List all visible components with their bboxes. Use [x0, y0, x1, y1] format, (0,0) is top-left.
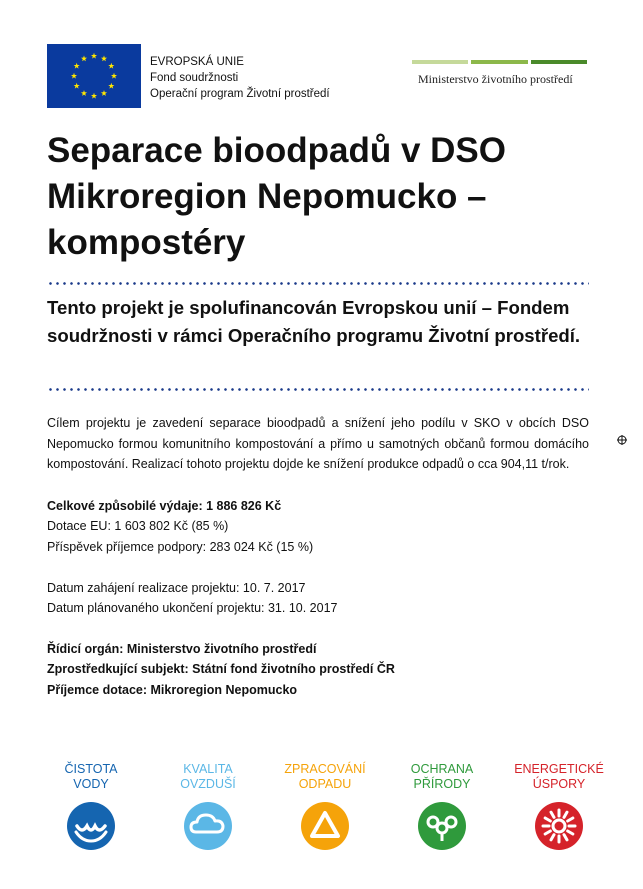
recipient-contribution: Příspěvek příjemce podpory: 283 024 Kč (15 %) [47, 539, 314, 554]
eu-text [150, 54, 330, 102]
sun-ray [551, 812, 554, 817]
nature-icon [418, 802, 466, 850]
sun-ray [545, 831, 550, 834]
eu-star-icon [101, 55, 107, 61]
page-title: Separace bioodpadů v DSO Mikroregion Nepomucko – kompostéry [47, 131, 506, 262]
total-costs: Celkové způsobilé výdaje: 1 886 826 Kč [47, 498, 282, 513]
sun-icon [535, 802, 583, 850]
icon-label [411, 762, 474, 794]
icon-label-line: ČISTOTA [64, 762, 118, 776]
icon-item-air [162, 762, 254, 850]
eu-star-icon [91, 93, 97, 99]
icon-label-line: ENERGETICKÉ [514, 762, 604, 776]
icon-label-line: OCHRANA [410, 762, 474, 776]
registration-mark-icon [617, 435, 627, 445]
eu-flag-icon [47, 44, 141, 108]
icon-label-line: OVZDUŠÍ [180, 777, 236, 791]
eu-star-icon [81, 55, 87, 61]
cloud-icon [184, 802, 232, 850]
icon-label-line: VODY [73, 777, 109, 791]
header [47, 44, 587, 108]
costs-block [47, 496, 589, 558]
icon-label-line: PŘÍRODY [413, 777, 471, 791]
eu-line: Fond soudržnosti [150, 72, 239, 84]
icon-label [64, 762, 117, 794]
end-date: Datum plánovaného ukončení projektu: 31. 10. 2017 [47, 601, 338, 616]
sun-ray [564, 812, 567, 817]
icon-label [514, 762, 604, 794]
start-date: Datum zahájení realizace projektu: 10. 7. 2017 [47, 580, 306, 595]
water-icon [67, 802, 115, 850]
eu-star-icon [108, 63, 114, 69]
icon-label-line: ÚSPORY [532, 777, 586, 791]
icon-label-line: ZPRACOVÁNÍ [284, 762, 366, 776]
ministry-bar [471, 60, 527, 64]
dotted-divider [47, 388, 589, 391]
program-icons [45, 762, 605, 850]
sun-ray [551, 835, 554, 840]
icon-label [284, 762, 365, 794]
eu-star-icon [81, 90, 87, 96]
eu-star-icon [74, 83, 80, 89]
eu-star-icon [74, 63, 80, 69]
icon-item-waste [279, 762, 371, 850]
sun-ray [564, 835, 567, 840]
ministry-bar [531, 60, 587, 64]
eu-grant: Dotace EU: 1 603 802 Kč (85 %) [47, 519, 229, 534]
ministry-bars [412, 60, 587, 64]
managing-body: Řídicí orgán: Ministerstvo životního prostředí [47, 641, 317, 656]
icon-item-energy [513, 762, 605, 850]
subtitle: Tento projekt je spolufinancován Evropskou unií – Fondem soudržnosti v rámci Operačního programu Životní prostředí. [47, 297, 581, 346]
ministry-logo [412, 60, 587, 87]
sun-ray [568, 831, 573, 834]
dotted-divider [47, 282, 589, 285]
eu-star-icon [111, 73, 117, 79]
intermediary-body: Zprostředkující subjekt: Státní fond životního prostředí ČR [47, 662, 395, 677]
ministry-name: Ministerstvo životního prostředí [418, 72, 573, 86]
icon-item-nature [396, 762, 488, 850]
dates-block [47, 578, 589, 619]
icon-label-line: KVALITA [183, 762, 233, 776]
grant-recipient: Příjemce dotace: Mikroregion Nepomucko [47, 682, 298, 697]
project-body [47, 413, 589, 701]
icon-label [180, 762, 236, 794]
eu-line: EVROPSKÁ UNIE [150, 56, 244, 68]
ministry-bar [412, 60, 468, 64]
eu-star-icon [108, 83, 114, 89]
sun-ray [545, 818, 550, 821]
eu-star-icon [91, 53, 97, 59]
bodies-block [47, 639, 589, 701]
icon-item-water [45, 762, 137, 850]
icon-label-line: ODPADU [298, 777, 352, 791]
sun-ray [568, 818, 573, 821]
eu-star-icon [71, 73, 77, 79]
eu-star-icon [101, 90, 107, 96]
eu-line: Operační program Životní prostředí [150, 88, 330, 100]
recycle-icon [301, 802, 349, 850]
project-description: Cílem projektu je zavedení separace bioodpadů a snížení jeho podílu v SKO v obcích DSO Nepomucko formou komunitního kompostování a přímo u samotných občanů formou domácího kompostování. Realizací tohoto projektu dojde ke snížení produkce odpadů o cca 904,11 t/rok. [47, 416, 589, 472]
